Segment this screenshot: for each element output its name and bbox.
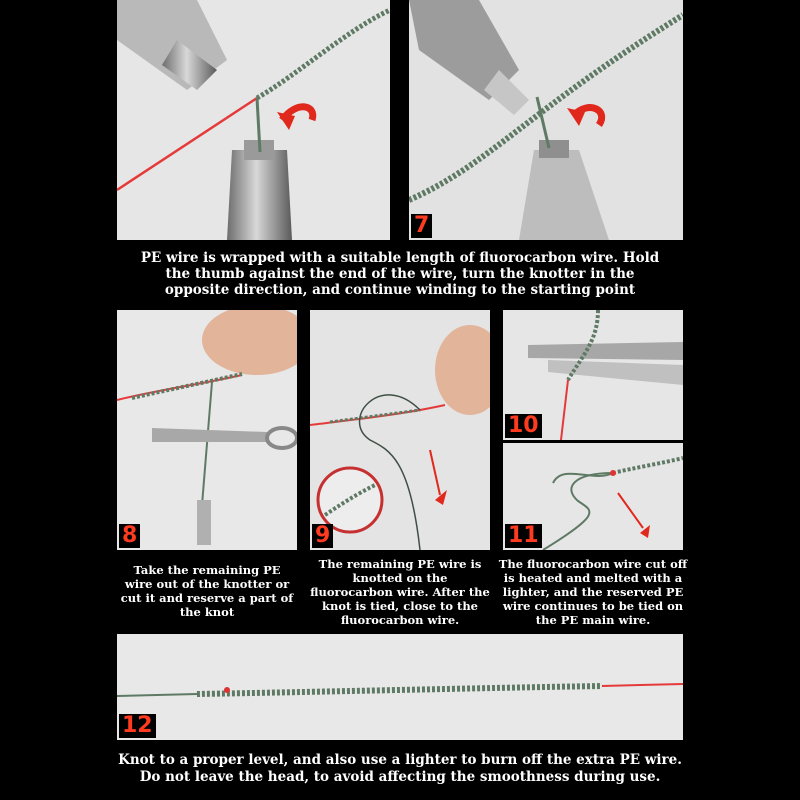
step-8-number: 8	[119, 524, 140, 548]
step-11-photo	[503, 443, 683, 550]
melted-end	[610, 470, 616, 476]
knotter-tube	[197, 500, 211, 545]
step-9-caption: The remaining PE wire is knotted on the fluorocarbon wire. After the knot is tied, close to the fluorocarbon wire.	[310, 557, 490, 627]
step-12-number: 12	[119, 714, 156, 738]
scissors-upper-blade	[528, 342, 683, 360]
step-9-number: 9	[312, 524, 333, 548]
knotter-lower-tip	[539, 140, 569, 158]
knotter-lower-body	[227, 150, 292, 240]
step-11-number: 11	[505, 524, 542, 548]
step-8-caption: Take the remaining PE wire out of the knotter or cut it and reserve a part of the knot	[120, 563, 294, 619]
step-12-photo	[117, 634, 683, 740]
step-7-number: 7	[411, 214, 432, 238]
step-12-illustration	[117, 634, 683, 740]
step-10-number: 10	[505, 414, 542, 438]
burned-end	[224, 687, 230, 693]
step-8-illustration	[117, 310, 297, 550]
step-6-illustration	[117, 0, 390, 240]
step-7-photo	[409, 0, 683, 240]
step-7-caption: PE wire is wrapped with a suitable length of fluorocarbon wire. Hold the thumb against the end of the wire, turn the knotter in the opposite direction, and continue winding to the starting point	[140, 250, 660, 298]
step-6-photo	[117, 0, 390, 240]
step-12-caption: Knot to a proper level, and also use a lighter to burn off the extra PE wire. Do not leave the head, to avoid affecting the smoothness during use.	[118, 752, 682, 785]
step-10-photo	[503, 310, 683, 440]
step-8-photo	[117, 310, 297, 550]
step-9-photo	[310, 310, 490, 550]
step-7-illustration	[409, 0, 683, 240]
step-11-caption: The fluorocarbon wire cut off is heated and melted with a lighter, and the reserved PE wire continues to be tied on the PE main wire.	[498, 557, 688, 627]
step-9-illustration	[310, 310, 490, 550]
